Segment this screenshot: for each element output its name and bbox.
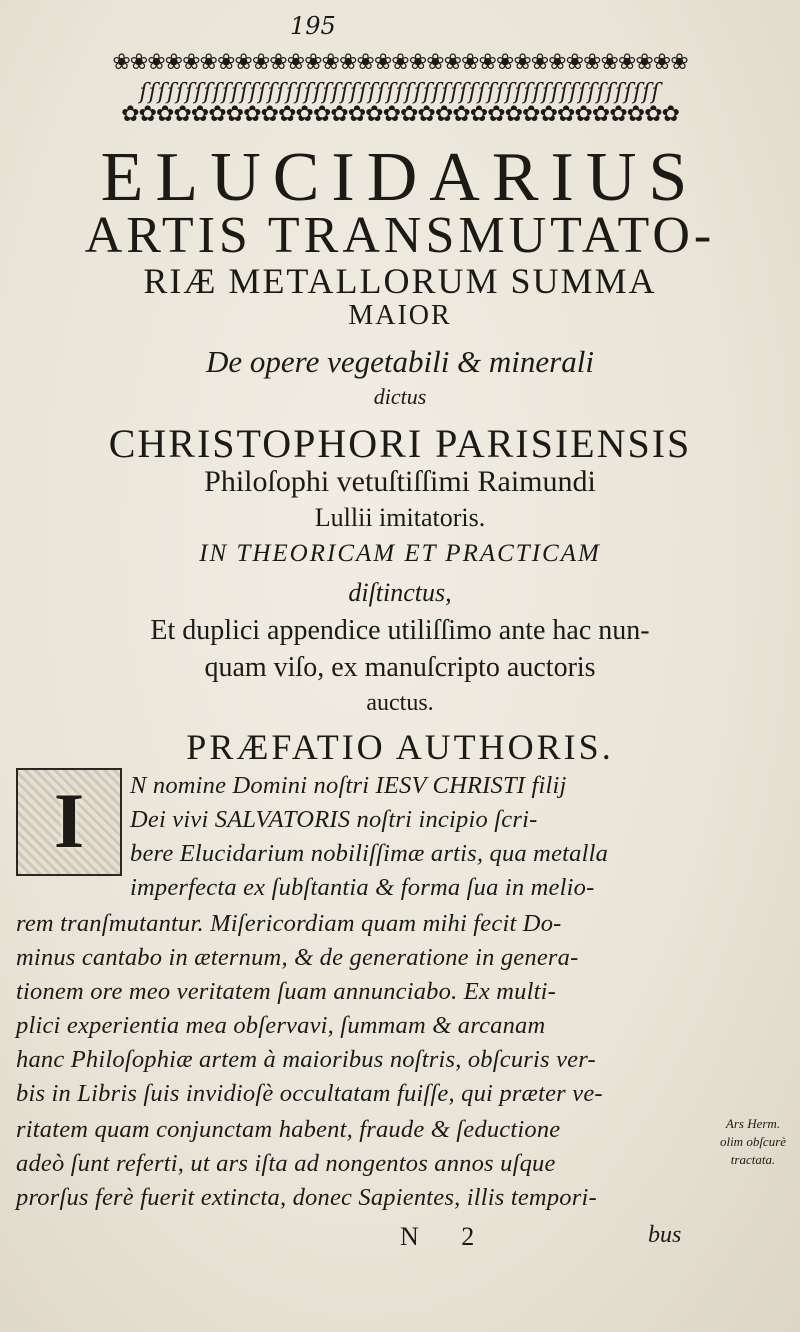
body-text-line: bis in Libris ſuis invidioſè occultatam fuiſſe, qui præter ve- bbox=[16, 1080, 603, 1107]
page-number: 195 bbox=[290, 12, 336, 40]
signature-mark: N 2 bbox=[400, 1222, 493, 1251]
marginal-note-line: olim obſcurè bbox=[719, 1134, 787, 1149]
marginal-note-line: Ars Herm. bbox=[725, 1116, 781, 1131]
body-text-line: adeò ſunt referti, ut ars iſta ad nongentos annos uſque bbox=[16, 1150, 556, 1177]
body-text-line: imperfecta ex ſubſtantia & forma ſua in melio- bbox=[130, 874, 595, 901]
appendix-line: Et duplici appendice utiliſſimo ante hac nun- bbox=[150, 615, 650, 646]
catchword: bus bbox=[648, 1222, 682, 1248]
body-text-line: minus cantabo in æternum, & de generatione in genera- bbox=[16, 944, 579, 971]
section-line: IN THEORICAM ET PRACTICAM bbox=[199, 540, 601, 567]
appendix-line: auctus. bbox=[366, 690, 434, 716]
author-description: Lullii imitatoris. bbox=[314, 503, 486, 532]
author-name: CHRISTOPHORI PARISIENSIS bbox=[108, 421, 692, 466]
body-text-line: ritatem quam conjunctam habent, fraude & ſeductione bbox=[16, 1116, 561, 1143]
title-line: ARTIS TRANSMUTATO- bbox=[84, 207, 716, 264]
initial-letter: I bbox=[53, 777, 85, 864]
body-text-line: tionem ore meo veritatem ſuam annunciabo. Ex multi- bbox=[16, 978, 557, 1005]
body-text-line: hanc Philoſophiæ artem à maioribus noſtris, obſcuris ver- bbox=[16, 1046, 596, 1073]
title-line: RIÆ METALLORUM SUMMA bbox=[143, 261, 657, 301]
author-description: Philoſophi vetuſtiſſimi Raimundi bbox=[204, 465, 596, 498]
body-text-line: rem tranſmutantur. Miſericordiam quam mihi fecit Do- bbox=[16, 910, 562, 937]
marginal-note-line: tractata. bbox=[730, 1152, 776, 1167]
subtitle-line: dictus bbox=[373, 384, 427, 409]
title-line: ELUCIDARIUS bbox=[100, 139, 700, 216]
ornament-row: ✿✿✿✿✿✿✿✿✿✿✿✿✿✿✿✿✿✿✿✿✿✿✿✿✿✿✿✿✿✿✿✿ bbox=[121, 102, 679, 127]
subtitle-line: De opere vegetabili & minerali bbox=[206, 344, 594, 379]
body-text-line: prorſus ferè fuerit extincta, donec Sapientes, illis tempori- bbox=[16, 1184, 597, 1211]
section-line: diſtinctus, bbox=[348, 578, 452, 607]
body-text-line: Dei vivi SALVATORIS noſtri incipio ſcri- bbox=[130, 806, 538, 833]
body-text-line: plici experientia mea obſervavi, ſummam & arcanam bbox=[16, 1012, 546, 1039]
decorated-initial bbox=[16, 768, 122, 876]
body-text-line: bere Elucidarium nobiliſſimæ artis, qua metalla bbox=[130, 840, 609, 867]
ornament-row: ❀❀❀❀❀❀❀❀❀❀❀❀❀❀❀❀❀❀❀❀❀❀❀❀❀❀❀❀❀❀❀❀❀ bbox=[112, 50, 688, 75]
body-text-line: N nomine Domini noſtri IESV CHRISTI filij bbox=[130, 772, 567, 799]
ornament-row: ſſſſſſſſſſſſſſſſſſſſſſſſſſſſſſſſſſſſſſſſſſſſſſſſſſſſſſſſſ bbox=[139, 80, 661, 105]
preface-heading: PRÆFATIO AUTHORIS. bbox=[186, 727, 614, 767]
title-line: MAIOR bbox=[348, 300, 452, 331]
appendix-line: quam viſo, ex manuſcripto auctoris bbox=[204, 652, 596, 683]
